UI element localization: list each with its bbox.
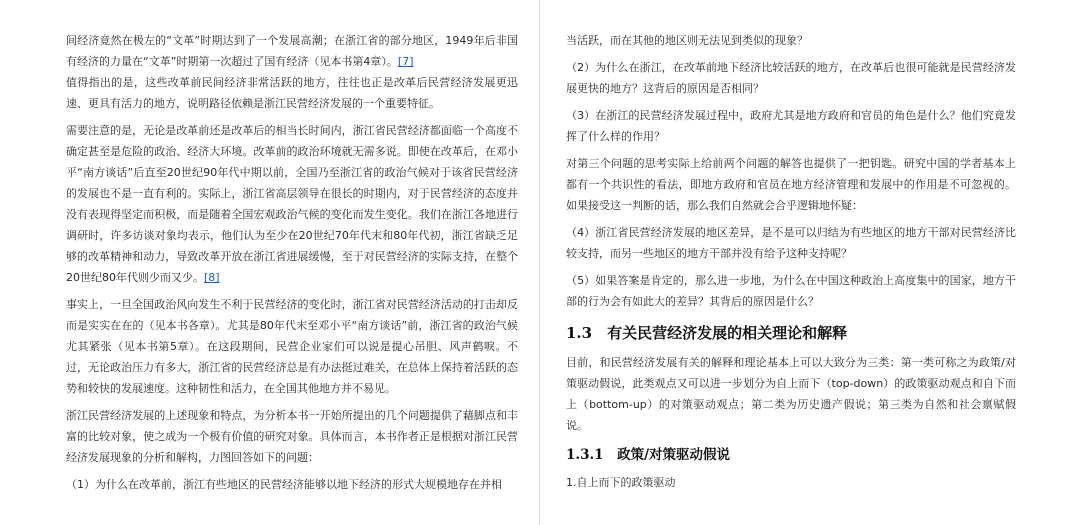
paragraph: 需要注意的是，无论是改革前还是改革后的相当长时间内，浙江省民营经济都面临一个高度不确定甚至是危险的政治、经济大环境。改革前的政治环境就无需多说。即使在改革后，在邓小平“南方谈话”后直至20世纪90年代中期以前，全国乃至浙江省的政治气候对于该省民营经济的发展也不是一直有利的。实际上，浙江省高层领导在很长的时期内，对于民营经济的态度并没有表现得坚定而积极，而是随着全国宏观政治气候的变化而发生变化。我们在浙江各地进行调研时，许多访谈对象均表示，他们认为至少在20世纪70年代末和80年代初，浙江省缺乏足够的改革精神和动力，导致改革开放在浙江省进展缓慢，至于对民营经济的实际支持，在整个20世纪80年代则少而又少。[8] xyxy=(66,124,518,284)
paragraph: 事实上，一旦全国政治风向发生不利于民营经济的变化时，浙江省对民营经济活动的打击却反而是实实在在的（见本书各章）。尤其是80年代末至邓小平“南方谈话”前，浙江省的政治气候尤其紧张（见本书第5章）。在这段期间，民营企业家们可以说是提心吊胆、风声鹤唳。不过，无论政治压力有多大，浙江省的民营经济总是有办法挺过难关，在总体上保持着活跃的态势和较快的发展速度。这种韧性和活力，在全国其他地方并不易见。 xyxy=(66,298,518,395)
paragraph: 目前，和民营经济发展有关的解释和理论基本上可以大致分为三类：第一类可称之为政策/对策驱动假说，此类观点又可以进一步划分为自上而下（top-down）的政策驱动观点和自下而上（bottom-up）的对策驱动观点；第二类为历史遗产假说；第三类为自然和社会禀赋假说。 xyxy=(566,356,1016,432)
paragraph: （2）为什么在浙江，在改革前地下经济比较活跃的地方，在改革后也很可能就是民营经济发展更快的地方？这背后的原因是否相同？ xyxy=(566,61,1016,95)
left-page xyxy=(66,0,518,525)
paragraph: 浙江民营经济发展的上述现象和特点，为分析本书一开始所提出的几个问题提供了藉脚点和丰富的比较对象，使之成为一个极有价值的研究对象。具体而言，本书作者正是根据对浙江民营经济发展现象的分析和解构，力图回答如下的问题： xyxy=(66,409,518,464)
paragraph: 对第三个问题的思考实际上给前两个问题的解答也提供了一把钥匙。研究中国的学者基本上都有一个共识性的看法，即地方政府和官员在地方经济管理和发展中的作用是不可忽视的。如果接受这一判断的话，那么我们自然就会合乎逻辑地怀疑： xyxy=(566,157,1016,212)
paragraph: （4）浙江省民营经济发展的地区差异，是不是可以归结为有些地区的地方干部对民营经济比较支持，而另一些地区的地方干部并没有给予这种支持呢？ xyxy=(566,226,1016,260)
section-heading-1-3: 1.3 有关民营经济发展的相关理论和解释 xyxy=(566,324,848,342)
paragraph: （1）为什么在改革前，浙江有些地区的民营经济能够以地下经济的形式大规模地存在并相 xyxy=(66,478,502,491)
paragraph: 间经济竟然在极左的“文革”时期达到了一个发展高潮；在浙江省的部分地区，1949年后非国有经济的力量在“文革”时期第一次超过了国有经济（见本书第4章）。[7] xyxy=(66,34,518,68)
paragraph: 当活跃，而在其他的地区则无法见到类似的现象？ xyxy=(566,34,808,47)
left-page-content xyxy=(66,0,518,495)
paragraph: （3）在浙江的民营经济发展过程中，政府尤其是地方政府和官员的角色是什么？他们究竟发挥了什么样的作用？ xyxy=(566,109,1016,143)
paragraph: 值得指出的是，这些改革前民间经济非常活跃的地方，往往也正是改革后民营经济发展更迅速、更具有活力的地方，说明路径依赖是浙江民营经济发展的一个重要特征。 xyxy=(66,76,518,110)
right-page xyxy=(566,0,1016,525)
footnote-link-8[interactable]: [8] xyxy=(204,271,220,284)
page-divider xyxy=(539,0,540,525)
right-page-content xyxy=(566,0,1016,493)
paragraph: （5）如果答案是肯定的，那么进一步地，为什么在中国这种政治上高度集中的国家，地方干部的行为会有如此大的差异？其背后的原因是什么？ xyxy=(566,274,1016,308)
subsection-heading-1-3-1: 1.3.1 政策/对策驱动假说 xyxy=(566,447,731,463)
paragraph: 1.自上而下的政策驱动 xyxy=(566,476,676,489)
footnote-link-7[interactable]: [7] xyxy=(397,55,414,68)
